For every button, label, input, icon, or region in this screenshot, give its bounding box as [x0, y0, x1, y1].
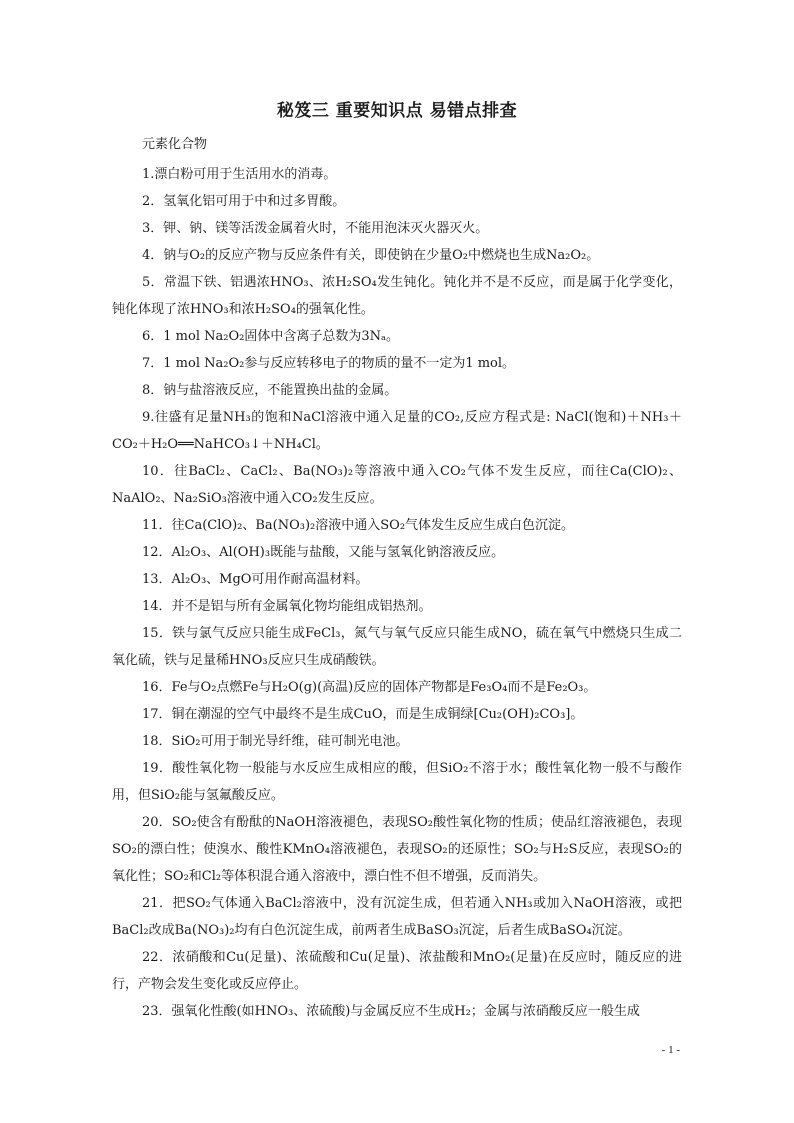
list-item: 18．SiO₂可用于制光导纤维，硅可制光电池。	[142, 734, 409, 749]
list-item: 3．钾、钠、镁等活泼金属着火时，不能用泡沫灭火器灭火。	[142, 221, 489, 236]
item-list	[112, 161, 682, 1025]
list-item: 8．钠与盐溶液反应，不能置换出盐的金属。	[142, 383, 398, 398]
list-item: 1.漂白粉可用于生活用水的消毒。	[142, 167, 337, 182]
list-item: 15．铁与氯气反应只能生成FeCl₃，氮气与氧气反应只能生成NO，硫在氧气中燃烧只生成二氧化硫，铁与足量稀HNO₃反应只生成硝酸铁。	[112, 626, 682, 668]
document-page	[112, 96, 682, 1025]
list-item: 22．浓硝酸和Cu(足量)、浓硫酸和Cu(足量)、浓盐酸和MnO₂(足量)在反应时，随反应的进行，产物会发生变化或反应停止。	[112, 950, 682, 992]
list-item: 4．钠与O₂的反应产物与反应条件有关，即使钠在少量O₂中燃烧也生成Na₂O₂。	[142, 248, 600, 263]
list-item: 10．往BaCl₂、CaCl₂、Ba(NO₃)₂等溶液中通入CO₂气体不发生反应，而往Ca(ClO)₂、NaAlO₂、Na₂SiO₃溶液中通入CO₂发生反应。	[112, 464, 682, 506]
list-item: 17．铜在潮湿的空气中最终不是生成CuO，而是生成铜绿[Cu₂(OH)₂CO₃]。	[142, 707, 584, 722]
list-item: 19．酸性氧化物一般能与水反应生成相应的酸，但SiO₂不溶于水；酸性氧化物一般不与酸作用，但SiO₂能与氢氟酸反应。	[112, 761, 682, 803]
list-item: 21．把SO₂气体通入BaCl₂溶液中，没有沉淀生成，但若通入NH₃或加入NaOH溶液，或把BaCl₂改成Ba(NO₃)₂均有白色沉淀生成，前两者生成BaSO₃沉淀，后者生成BaSO₄沉淀。	[112, 896, 682, 938]
list-item: 14．并不是铝与所有金属氧化物均能组成铝热剂。	[142, 599, 432, 614]
list-item: 9.往盛有足量NH₃的饱和NaCl溶液中通入足量的CO₂,反应方程式是: NaCl(饱和)＋NH₃＋CO₂＋H₂O══NaHCO₃↓＋NH₄Cl。	[112, 410, 682, 452]
list-item: 11．往Ca(ClO)₂、Ba(NO₃)₂溶液中通入SO₂气体发生反应生成白色沉淀。	[142, 518, 575, 533]
list-item: 5．常温下铁、铝遇浓HNO₃、浓H₂SO₄发生钝化。钝化并不是不反应，而是属于化学变化，钝化体现了浓HNO₃和浓H₂SO₄的强氧化性。	[112, 275, 682, 317]
page-number: - 1 -	[661, 1044, 680, 1056]
list-item: 23．强氧化性酸(如HNO₃、浓硫酸)与金属反应不生成H₂；金属与浓硝酸反应一般生成	[142, 1004, 640, 1019]
list-item: 20．SO₂使含有酚酞的NaOH溶液褪色，表现SO₂酸性氧化物的性质；使品红溶液褪色，表现SO₂的漂白性；使溴水、酸性KMnO₄溶液褪色，表现SO₂的还原性；SO₂与H₂S反应，表现SO₂的氧化性；SO₂和Cl₂等体积混合通入溶液中，漂白性不但不增强，反而消失。	[112, 815, 682, 884]
list-item: 16．Fe与O₂点燃Fe与H₂O(g)(高温)反应的固体产物都是Fe₃O₄而不是Fe₂O₃。	[142, 680, 597, 695]
list-item: 2．氢氧化铝可用于中和过多胃酸。	[142, 194, 346, 209]
list-item: 13．Al₂O₃、MgO可用作耐高温材料。	[142, 572, 369, 587]
list-item: 7．1 mol Na₂O₂参与反应转移电子的物质的量不一定为1 mol。	[142, 356, 516, 371]
section-heading: 元素化合物	[142, 137, 208, 152]
list-item: 12．Al₂O₃、Al(OH)₃既能与盐酸，又能与氢氧化钠溶液反应。	[142, 545, 505, 560]
list-item: 6．1 mol Na₂O₂固体中含离子总数为3Nₐ。	[142, 329, 399, 344]
page-title: 秘笈三 重要知识点 易错点排查	[276, 101, 518, 121]
